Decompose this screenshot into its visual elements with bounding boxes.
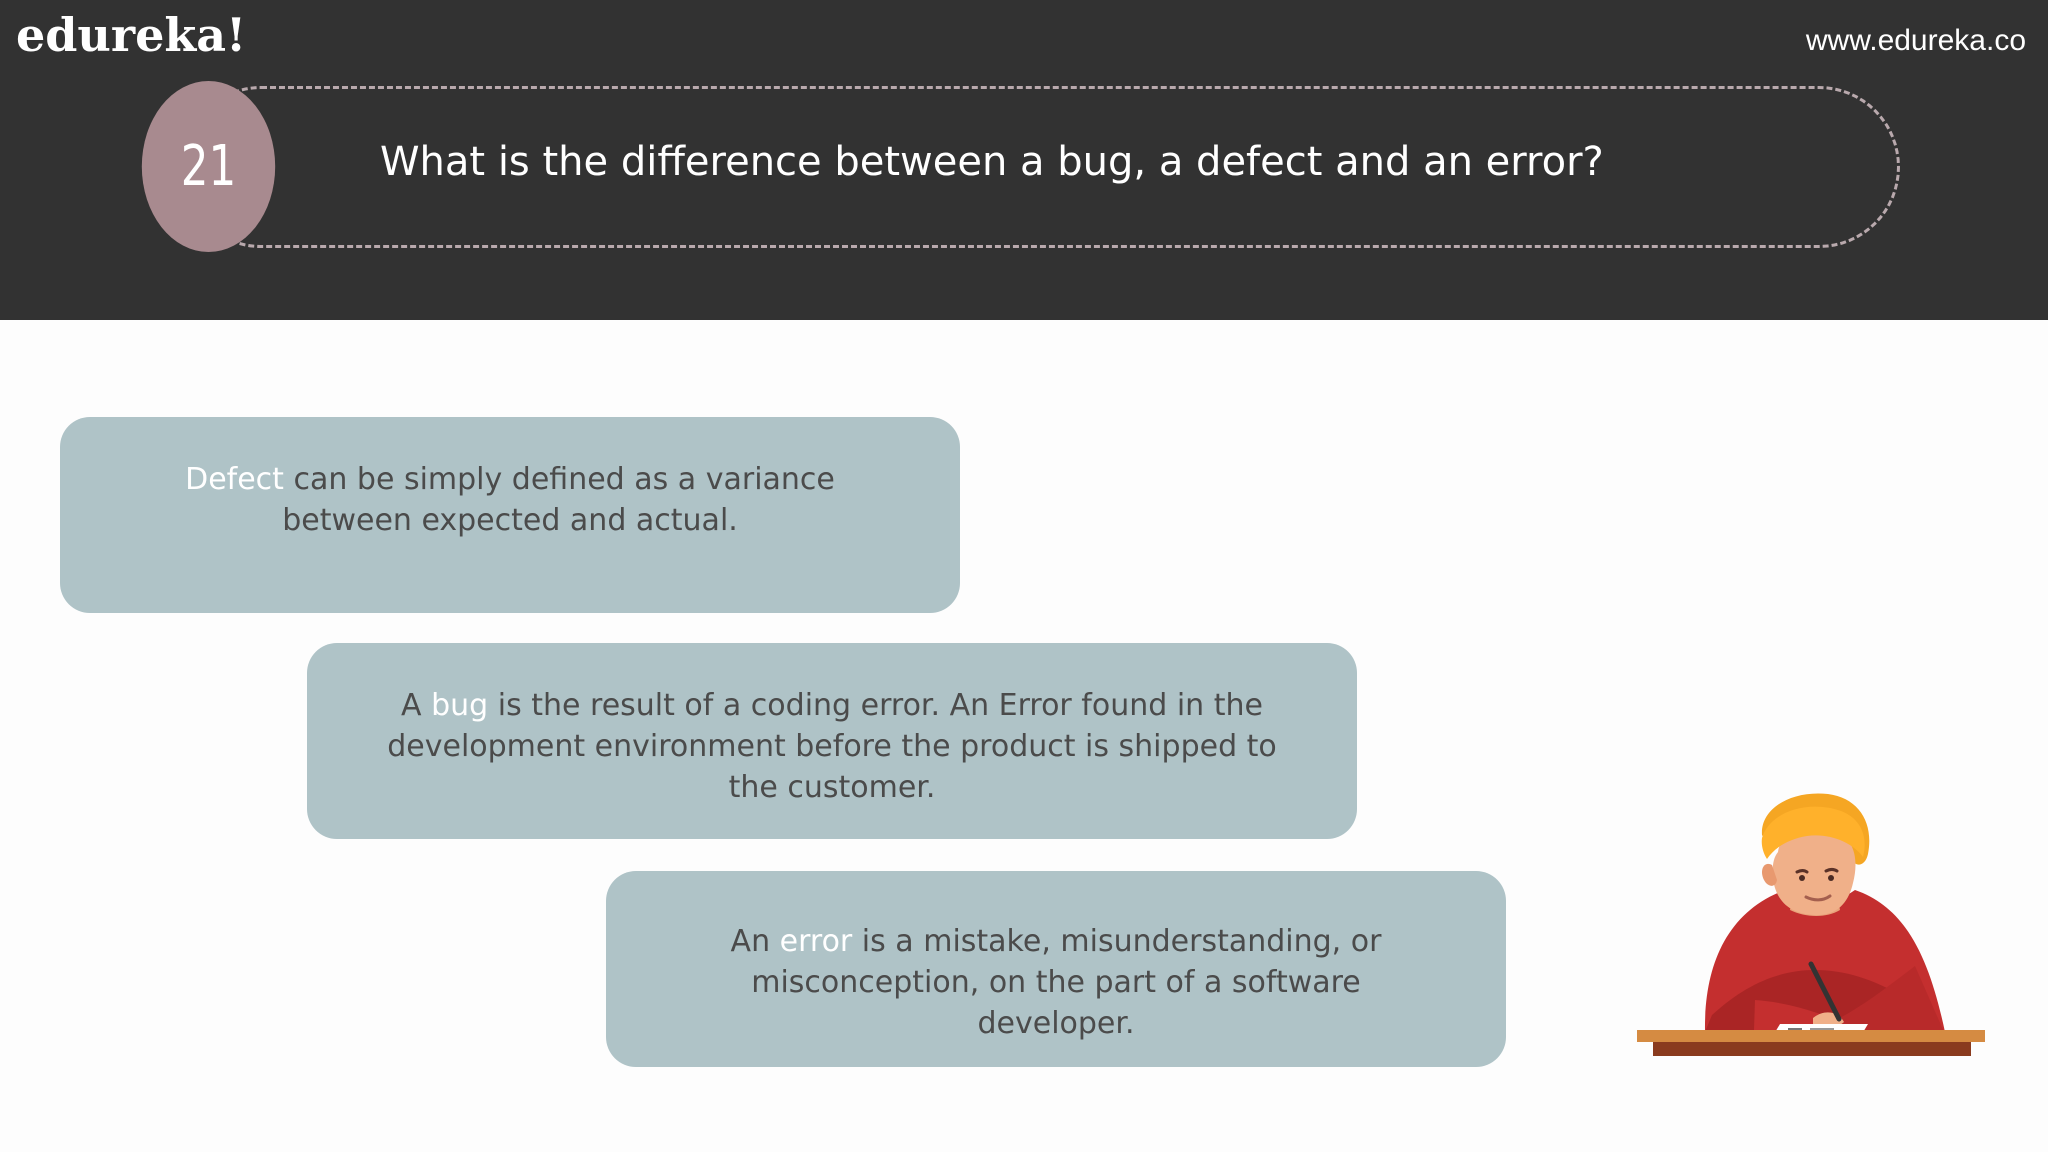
defect-card (60, 417, 960, 613)
person-writing-at-desk-icon (1630, 790, 2002, 1070)
bug-card (307, 643, 1357, 839)
error-text: is a mistake, misunderstanding, or misconception, on the part of a software developer. (751, 924, 1382, 1041)
bug-text: is the result of a coding error. An Error found in the development environment before the product is shipped to the customer. (387, 688, 1277, 805)
question-number-badge: 21 (142, 81, 275, 252)
slide-header (0, 0, 2048, 320)
error-definition (684, 921, 1428, 1044)
error-term: error (779, 924, 853, 959)
edureka-logo: edureka! (16, 8, 247, 62)
question-title: What is the difference between a bug, a defect and an error? (380, 139, 1604, 185)
bug-definition (385, 685, 1279, 808)
error-card (606, 871, 1506, 1067)
bug-term: bug (431, 688, 489, 723)
defect-definition (138, 459, 882, 541)
defect-text: can be simply defined as a variance between expected and actual. (282, 462, 835, 538)
site-url: www.edureka.co (1805, 24, 2026, 57)
bug-text-before: A (401, 688, 432, 723)
defect-term: Defect (185, 462, 284, 497)
error-text-before: An (730, 924, 780, 959)
